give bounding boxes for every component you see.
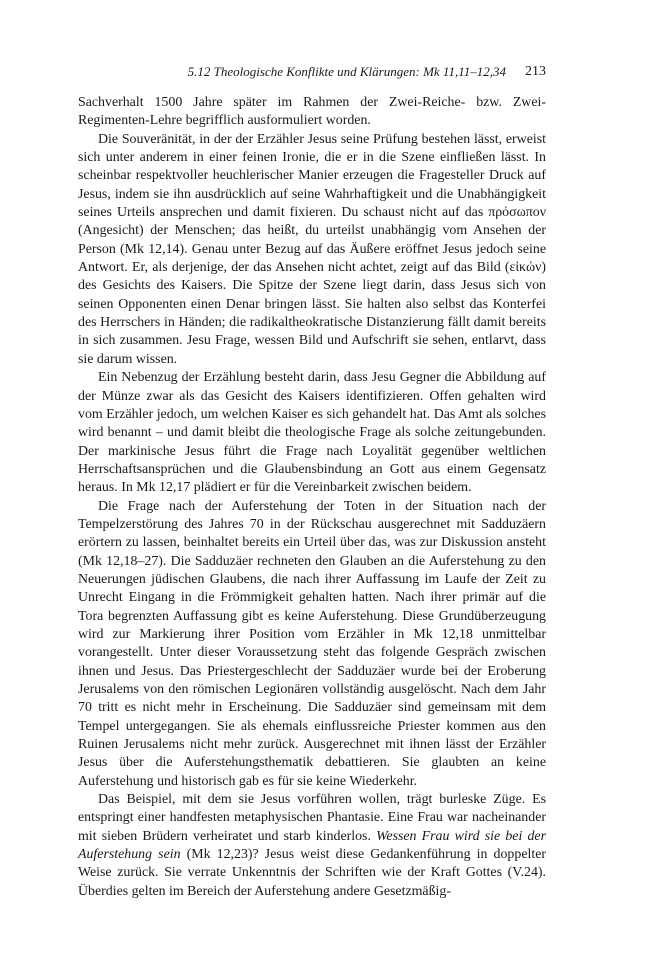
paragraph-text: Sachverhalt 1500 Jahre später im Rahmen der Zwei-Reiche- bzw. Zwei-Regimenten-Lehre begrifflich ausformuliert worden. <box>78 95 546 129</box>
paragraph-text: Das Beispiel, mit dem sie Jesus vorführen wollen, trägt burleske Züge. Es entspringt einer handfesten metaphysischen Phantasie. Eine Frau war nacheinander mit sieben Brüdern verheiratet und starb kinderlos. <box>78 792 546 844</box>
italic-quotation: Wessen Frau wird sie bei der Auferstehung sein <box>78 828 546 863</box>
paragraph-text: Die Souveränität, in der der Erzähler Jesus seine Prüfung bestehen lässt, erweist sich unter anderem in einer feinen Ironie, die er in die Szene einfließen lässt. In scheinbar respektvoller heuchlerischer Manier erzeugen die Fragesteller Druck auf Jesus, indem sie ihn ausdrücklich auf seine Wahrhaftigkeit und die Unabhängigkeit seines Urteils ansprechen und damit fixieren. Du schaust nicht auf das πρόσωπον (Angesicht) der Menschen; das heißt, du urteilst unabhängig vom Ansehen der Person (Mk 12,14). Genau unter Bezug auf das Äußere eröffnet Jesus jedoch seine Antwort. Er, als derjenige, der das Ansehen nicht achtet, zeigt auf das Bild (εἰκών) des Gesichts des Kaisers. Die Spitze der Szene liegt darin, dass Jesus sich von seinen Opponenten einen Denar bringen lässt. Sie halten also selbst das Konterfei des Herrschers in Händen; die radikaltheokratische Distanzierung fällt damit bereits in sich zusammen. Jesu Frage, wessen Bild und Aufschrift sie sehen, entlarvt, dass sie darum wissen. <box>78 131 546 367</box>
paragraph-5 <box>78 791 546 901</box>
paragraph-1 <box>78 94 546 131</box>
running-title: 5.12 Theologische Konflikte und Klärungen: Mk 11,11–12,34 <box>187 64 506 79</box>
paragraph-text: Ein Nebenzug der Erzählung besteht darin, dass Jesu Gegner die Abbildung auf der Münze zwar als das Gesicht des Kaisers identifizieren. Offen gehalten wird vom Erzähler jedoch, um welchen Kaiser es sich gehandelt hat. Das Amt als solches wird benannt – und damit bleibt die theologische Frage als solche zeitungebunden. Der markinische Jesus führt die Frage nach Loyalität gegenüber weltlichen Herrschaftsansprüchen und die Glaubensbindung an Gott aus einem Gegensatz heraus. In Mk 12,17 plädiert er für die Vereinbarkeit zwischen beidem. <box>78 370 546 496</box>
paragraph-2 <box>78 131 546 369</box>
page-number: 213 <box>525 64 546 79</box>
paragraph-4 <box>78 498 546 792</box>
paragraph-text: (Mk 12,23)? Jesus weist diese Gedankenführung in doppelter Weise zurück. Sie verrate Unkenntnis der Schriften wie der Kraft Gottes (V.24). Überdies gelten im Bereich der Auferstehung andere Gesetzmäßig- <box>78 847 546 899</box>
running-head <box>78 62 546 82</box>
paragraph-text: Die Frage nach der Auferstehung der Toten in der Situation nach der Tempelzerstörung des Jahres 70 in der Rückschau ausgerechnet mit Sadduzäern erörtern zu lassen, beinhaltet bereits ein Urteil über das, was zur Diskussion ansteht (Mk 12,18–27). Die Sadduzäer rechneten den Glauben an die Auferstehung zu den Neuerungen jüdischen Glaubens, die nach ihrer Auffassung im Laufe der Zeit zu Unrecht Eingang in die Frömmigkeit gehalten hatten. Nach ihrer primär auf die Tora begrenzten Auffassung gibt es keine Auferstehung. Diese Grundüberzeugung wird zur Markierung ihrer Position vom Erzähler in Mk 12,18 unmittelbar vorangestellt. Unter dieser Voraussetzung steht das folgende Gespräch zwischen ihnen und Jesus. Das Priestergeschlecht der Sadduzäer wurde bei der Eroberung Jerusalems von den römischen Legionären vollständig ausgelöscht. Nach dem Jahr 70 tritt es nicht mehr in Erscheinung. Die Sadduzäer sind gemeinsam mit dem Tempel untergegangen. Sie als ehemals einflussreiche Priester kommen aus den Ruinen Jerusalems nicht mehr zurück. Ausgerechnet mit ihnen lässt der Erzähler Jesus über die Auferstehungsthematik debattieren. Sie glaubten an keine Auferstehung und historisch gab es für sie keine Wiederkehr. <box>78 498 546 789</box>
body-text <box>78 94 546 901</box>
paragraph-3 <box>78 369 546 497</box>
